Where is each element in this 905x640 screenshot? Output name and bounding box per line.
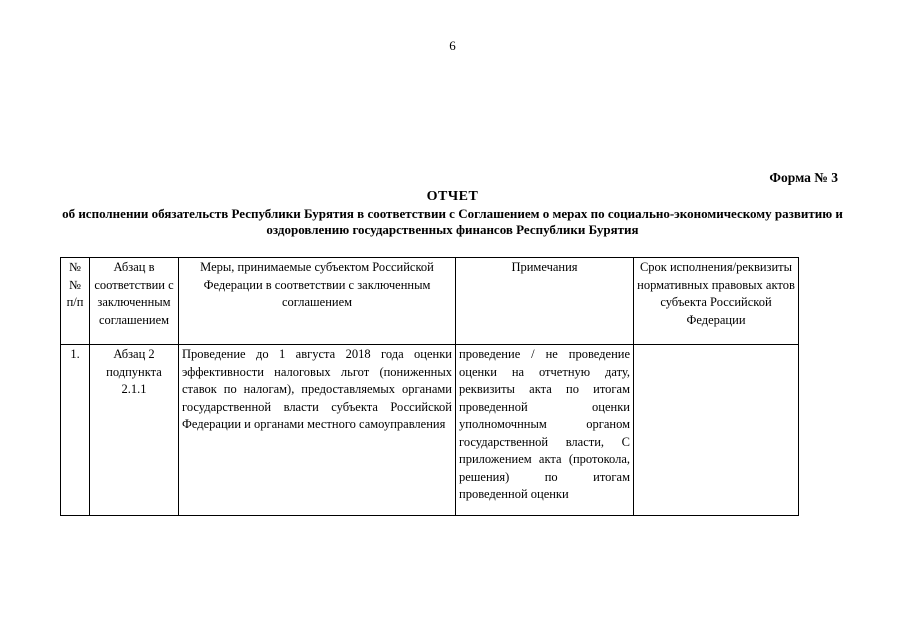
header-notes: Примечания bbox=[456, 258, 634, 345]
document-subtitle: об исполнении обязательств Республики Бурятия в соответствии с Соглашением о мерах по социально-экономическому развитию и оздоровлению государственных финансов Республики Бурятия bbox=[62, 206, 843, 237]
page-number: 6 bbox=[449, 38, 456, 53]
cell-measure: Проведение до 1 августа 2018 года оценки эффективности налоговых льгот (пониженных ставок по налогам), предоставляемых органами государственной власти субъекта Российской Федерации и органами местного самоуправления bbox=[179, 345, 456, 516]
cell-term bbox=[634, 345, 799, 516]
document-title: ОТЧЕТ bbox=[426, 189, 479, 204]
header-number: № № п/п bbox=[61, 258, 90, 345]
header-paragraph: Абзац в соответствии с заключенным соглашением bbox=[90, 258, 179, 345]
report-table bbox=[60, 257, 799, 516]
table-header-row bbox=[61, 258, 799, 345]
cell-number: 1. bbox=[61, 345, 90, 516]
header-term: Срок исполнения/реквизиты нормативных правовых актов субъекта Российской Федерации bbox=[634, 258, 799, 345]
cell-note: проведение / не проведение оценки на отчетную дату, реквизиты акта по итогам проведенной оценки уполномочнным органом государственной власти, С приложением акта (протокола, решения) по итогам проведенной оценки bbox=[456, 345, 634, 516]
header-measures: Меры, принимаемые субъектом Российской Федерации в соответствии с заключенным соглашением bbox=[179, 258, 456, 345]
form-label: Форма № 3 bbox=[769, 170, 838, 185]
table-row bbox=[61, 345, 799, 516]
cell-paragraph: Абзац 2 подпункта 2.1.1 bbox=[90, 345, 179, 516]
